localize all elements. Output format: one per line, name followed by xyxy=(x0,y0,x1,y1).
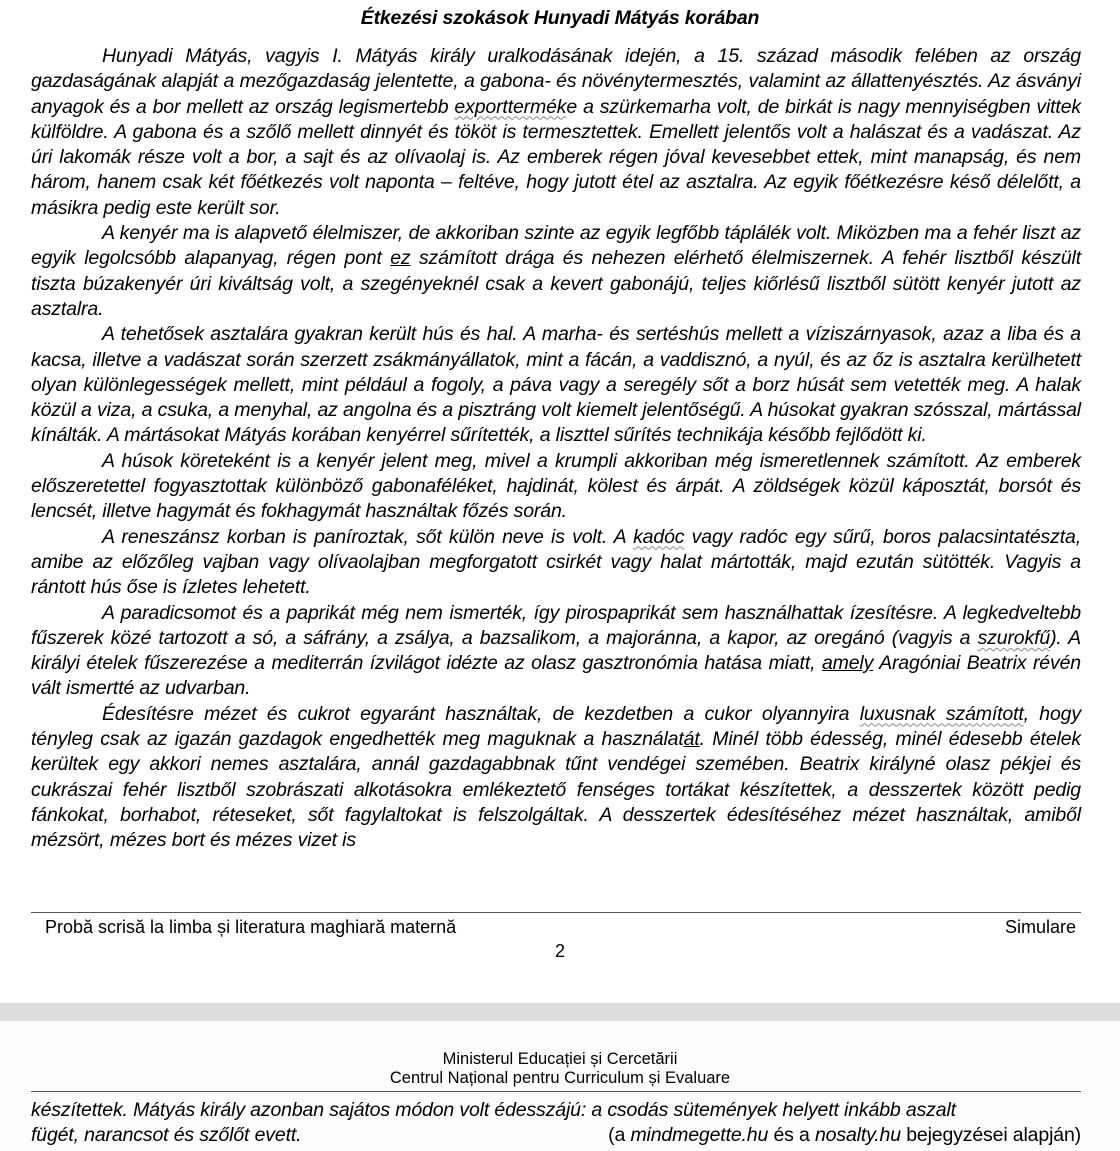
footer-exam-title: Probă scrisă la limba și literatura maghiară maternă xyxy=(45,917,457,937)
paragraph-text: Aragóniai Beatrix révén vált ismertté az udvarban. xyxy=(31,652,1081,700)
citation-text: (a xyxy=(608,1124,631,1147)
spellcheck-marked-word: luxusnak számított xyxy=(859,702,1024,725)
footer-simulation-label: Simulare xyxy=(1004,917,1076,937)
source-site-1: mindmegette.hu xyxy=(630,1124,769,1147)
spellcheck-marked-word: szurokfű xyxy=(977,626,1051,649)
paragraph-text: , hogy tényleg csak az igazán gazdagok engedhették meg maguknak a használat xyxy=(31,702,1081,751)
next-page xyxy=(0,1021,1120,1151)
center-name: Centrul Național pentru Curriculum și Evaluare xyxy=(389,1068,731,1087)
document-title: Étkezési szokások Hunyadi Mátyás korában xyxy=(360,7,760,29)
paragraph-4: A húsok köreteként is a kenyér jelent meg, mivel a krumpli akkoriban még ismeretlennek számított. Az emberek előszeretettel fogyasztottak különböző gabonaféléket, hajdinát, kölest és árpát. A zöldségek közül káposztát, borsót és lencsét, illetve hagymát és fokhagymát használtak főzés során. xyxy=(31,449,1081,523)
paragraph-2 xyxy=(31,221,1081,322)
paragraph-text: A paradicsomot és a paprikát még nem ismerték, így pirospaprikát sem használhattak ízesítésre. A legkedveltebb fűszerek közé tartozott a só, a sáfrány, a zsálya, a bazsalikom, a majoránna, a kapor, az oregánó (vagyis a xyxy=(31,601,1081,649)
document-body xyxy=(31,44,1081,854)
continuation-line: készítettek. Mátyás király azonban sajátos módon volt édesszájú: a csodás sütemények helyett inkább aszalt xyxy=(31,1099,956,1121)
page-separator xyxy=(0,1003,1120,1022)
spellcheck-marked-word: exporttermék xyxy=(454,95,567,118)
paragraph-text: A reneszánsz korban is paníroztak, sőt külön neve is volt. A xyxy=(102,525,634,548)
paragraph-text: ). A királyi ételek fűszerezése a mediterrán ízvilágot idézte az olasz gasztronómia hatása miatt, xyxy=(31,626,1081,675)
header-divider xyxy=(31,1091,1081,1092)
paragraph-text: Édesítésre mézet és cukrot egyaránt használtak, de kezdetben a cukor olyannyira xyxy=(102,702,860,725)
continuation-text xyxy=(31,1098,1081,1149)
paragraph-5 xyxy=(31,525,1081,601)
paragraph-text: vagy radóc egy sűrű, boros palacsintatészta, amibe az előzőleg vajban vagy olívaolajban megforgatott csirkét vagy halat mártották, majd ezután sütötték. Vagyis a rántott hús őse is ízletes lehetett. xyxy=(31,525,1081,599)
paragraph-text: számított drága és nehezen elérhető élelmiszernek. A fehér lisztből készült tiszta búzakenyér úri kiváltság volt, a szegényeknél csak a kevert gabonájú, teljes kiőrlésű lisztből sütött kenyér jutott az asztalra. xyxy=(31,247,1081,320)
footer-divider xyxy=(31,912,1081,913)
source-citation xyxy=(608,1123,1081,1148)
paragraph-text: Hunyadi Mátyás, vagyis I. Mátyás király uralkodásának idején, a 15. század második felében az ország gazdaságának alapját a mezőgazdaság jelentette, a gabona- és növénytermesztés, valamint az állattenyésztés. Az ásványi anyagok és a bor mellett az ország legismertebb xyxy=(31,45,1081,118)
next-page-header xyxy=(0,1050,1120,1087)
paragraph-6 xyxy=(31,601,1081,702)
ministry-name: Ministerul Educației și Cercetării xyxy=(442,1050,678,1068)
citation-text: és a xyxy=(768,1124,815,1147)
underlined-word: ez xyxy=(390,247,411,270)
source-site-2: nosalty.hu xyxy=(814,1124,901,1147)
paragraph-text: . Minél több édesség, minél édesebb ételek kerültek egy akkori nemes asztalára, annál gazdagabbnak tűnt vendégei szemében. Beatrix királyné olasz pékjei és cukrászai fehér lisztből szobrászati alkotásokra emlékeztető fenséges tortákat készítettek, a desszertek között pedig fánkokat, borhabot, réteseket, sőt fagylaltokat is felszolgáltak. A desszertek édesítéséhez mézet használtak, amiből mézsört, mézes bort és mézes vizet is xyxy=(31,728,1081,852)
closing-sentence: fügét, narancsot és szőlőt evett. xyxy=(31,1124,302,1147)
paragraph-3: A tehetősek asztalára gyakran került hús és hal. A marha- és sertéshús mellett a víziszárnyasok, azaz a liba és a kacsa, illetve a vadászat során szerzett zsákmányállatok, mint a fácán, a vaddisznó, a nyúl, és az őz is asztalra kerülhetett olyan különlegességek mellett, mint például a fogoly, a páva vagy a seregély sőt a borz húsát sem vetették meg. A halak közül a viza, a csuka, a menyhal, az angolna és a pisztráng volt kiemelt jelentőségű. A húsokat gyakran szósszal, mártással kínálták. A mártásokat Mátyás korában kenyérrel sűrítették, a liszttel sűrítés technikája később fejlődött ki. xyxy=(31,323,1081,447)
underlined-word: amely xyxy=(821,652,874,675)
underlined-word: át xyxy=(683,728,700,751)
paragraph-text: A kenyér ma is alapvető élelmiszer, de akkoriban szinte az egyik legfőbb táplálék volt. Miközben ma a fehér liszt az egyik legolcsóbb alapanyag, régen pont xyxy=(31,222,1081,270)
paragraph-7 xyxy=(31,702,1081,854)
paragraph-text: e a szürkemarha volt, de birkát is nagy mennyiségben vittek külföldre. A gabona és a szőlő mellett dinnyét és tököt is termesztettek. Emellett jelentős volt a halászat és a vadászat. Az úri lakomák része volt a bor, a sajt és az olívaolaj is. Az emberek régen jóval kevesebbet ettek, mint manapság, és nem három, hanem csak két főétkezés volt naponta – feltéve, hogy jutott étel az asztalra. Az egyik főétkezésre késő délelőtt, a másikra pedig este került sor. xyxy=(31,95,1081,219)
paragraph-1 xyxy=(31,44,1081,221)
page-number: 2 xyxy=(554,941,565,961)
closing-line xyxy=(31,1123,1081,1148)
citation-text: bejegyzései alapján) xyxy=(900,1124,1081,1147)
spellcheck-marked-word: kadóc xyxy=(633,525,685,548)
